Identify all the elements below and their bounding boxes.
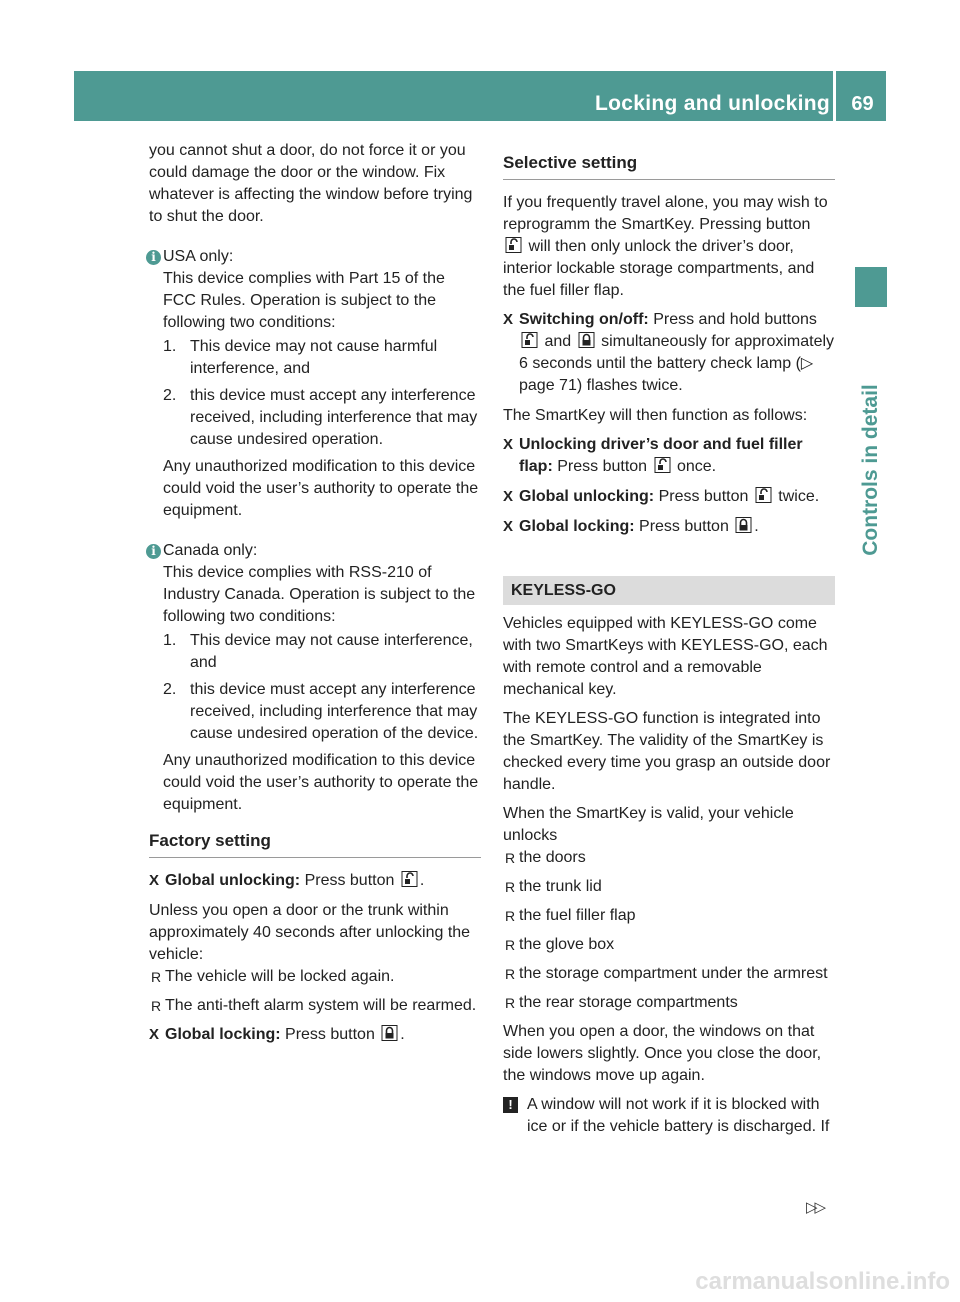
info-icon: i	[146, 250, 161, 265]
item-number: 2.	[163, 681, 177, 698]
step-text: Press button	[639, 518, 729, 535]
factory-bullets	[149, 966, 481, 1017]
page-title: Locking and unlocking	[595, 92, 830, 115]
item-number: 2.	[163, 387, 177, 404]
list-item	[503, 847, 835, 869]
step-text: ) flashes twice.	[576, 377, 683, 394]
step-text: Press and hold buttons	[653, 311, 817, 328]
bullet-text: the rear storage compartments	[519, 994, 738, 1011]
info-icon: i	[146, 544, 161, 559]
factory-step-lock: X Global locking: Press button .	[149, 1024, 481, 1046]
list-item	[149, 966, 481, 988]
unlock-key-icon	[505, 237, 522, 253]
chapter-tab	[855, 267, 887, 307]
selective-text-a: If you frequently travel alone, you may wish to reprogramm the SmartKey. Pressing button	[503, 194, 828, 233]
step-arrow-icon: X	[503, 311, 514, 328]
lock-key-icon	[735, 517, 752, 533]
bullet-text: the trunk lid	[519, 878, 602, 895]
chapter-label: Controls in detail	[859, 384, 882, 556]
unlock-key-icon	[755, 487, 772, 503]
usa-text: This device complies with Part 15 of the FCC Rules. Operation is subject to the following two conditions:	[163, 270, 445, 331]
usa-title: USA only:	[163, 248, 234, 265]
keyless-paragraph-2: The KEYLESS-GO function is integrated into the SmartKey. The validity of the SmartKey is checked every time you grasp an outside door handle.	[503, 710, 831, 793]
step-text: Press button	[658, 488, 749, 505]
step-text: simultaneously for approximately 6 seconds until the battery check lamp (	[519, 333, 835, 372]
selective-text-b: will then only unlock the driver’s door, interior lockable storage compartments, and the fuel filler flap.	[503, 238, 815, 299]
watermark: carmanualsonline.info	[695, 1268, 950, 1295]
warning-text: A window will not work if it is blocked with ice or if the vehicle battery is discharged. If	[527, 1096, 830, 1135]
list-item	[503, 905, 835, 927]
selective-step-switch	[503, 309, 835, 397]
step-arrow-icon: X	[149, 1026, 160, 1043]
continue-marker: ▷▷	[806, 1199, 824, 1216]
warning-note	[503, 1094, 835, 1138]
bullet-icon: R	[505, 995, 516, 1011]
unlock-key-icon	[401, 871, 418, 887]
step-label: Unlocking driver’s door and fuel filler flap:	[519, 436, 803, 475]
list-item	[163, 385, 481, 451]
selective-heading: Selective setting	[503, 152, 835, 180]
step-text: and	[544, 333, 572, 350]
canada-footer: Any unauthorized modification to this device could void the user’s authority to operate the equipment.	[163, 752, 479, 813]
list-item	[503, 876, 835, 898]
step-text: Press button	[285, 1026, 375, 1043]
bullet-text: The anti-theft alarm system will be rearmed.	[165, 997, 477, 1014]
lock-key-icon	[578, 332, 595, 348]
selective-step-driver	[503, 434, 835, 478]
bullet-icon: R	[505, 937, 516, 953]
right-column	[503, 140, 835, 1138]
step-text: twice.	[778, 488, 820, 505]
header-divider	[833, 71, 836, 121]
item-number: 1.	[163, 632, 177, 649]
warning-icon: !	[503, 1097, 518, 1113]
bullet-text: the fuel filler flap	[519, 907, 636, 924]
bullet-icon: R	[505, 966, 516, 982]
item-number: 1.	[163, 338, 177, 355]
bullet-icon: R	[505, 908, 516, 924]
list-item	[163, 679, 481, 745]
bullet-icon: R	[151, 969, 162, 985]
canada-text: This device complies with RSS-210 of Industry Canada. Operation is subject to the following two conditions:	[163, 564, 476, 625]
canada-note	[149, 540, 481, 816]
keyless-section	[503, 576, 835, 1138]
list-item	[503, 992, 835, 1014]
step-text: Press button	[557, 458, 648, 475]
list-item	[503, 934, 835, 956]
usa-footer: Any unauthorized modification to this device could void the user’s authority to operate the equipment.	[163, 458, 479, 519]
step-label: Global locking:	[165, 1026, 281, 1043]
page-number: 69	[851, 93, 874, 115]
step-arrow-icon: X	[503, 436, 514, 453]
step-label: Switching on/off:	[519, 311, 649, 328]
keyless-paragraph-1: Vehicles equipped with KEYLESS-GO come with two SmartKeys with KEYLESS-GO, each with remote control and a removable mechanical key.	[503, 615, 828, 698]
keyless-bullets	[503, 847, 835, 1014]
item-text: This device may not cause harmful interference, and	[190, 338, 438, 377]
keyless-paragraph-3: When the SmartKey is valid, your vehicle unlocks	[503, 805, 794, 844]
bullet-text: the doors	[519, 849, 586, 866]
item-text: this device must accept any interference received, including interference that may cause undesired operation of the device.	[190, 681, 479, 742]
unlock-key-icon	[654, 457, 671, 473]
list-item	[163, 336, 481, 380]
canada-conditions	[163, 630, 481, 745]
list-item	[503, 963, 835, 985]
factory-section	[149, 830, 481, 1046]
step-label: Global unlocking:	[165, 872, 301, 889]
keyless-heading: KEYLESS-GO	[503, 576, 835, 605]
factory-step-unlock: X Global unlocking: Press button .	[149, 870, 481, 892]
lock-key-icon	[381, 1025, 398, 1041]
factory-paragraph: Unless you open a door or the trunk within approximately 40 seconds after unlocking the vehicle:	[149, 902, 471, 963]
page-header	[74, 71, 886, 121]
unlock-key-icon	[521, 332, 538, 348]
intro-paragraph: you cannot shut a door, do not force it or you could damage the door or the window. Fix whatever is affecting the window before trying to shut the door.	[149, 142, 473, 225]
selective-paragraph	[503, 192, 835, 302]
list-item	[163, 630, 481, 674]
selective-step-global-unlock	[503, 486, 835, 508]
item-text: this device must accept any interference received, including interference that may cause undesired operation.	[190, 387, 478, 448]
bullet-icon: R	[151, 998, 162, 1014]
bullet-icon: R	[505, 850, 516, 866]
step-label: Global unlocking:	[519, 488, 655, 505]
step-text: once.	[676, 458, 717, 475]
bullet-text: The vehicle will be locked again.	[165, 968, 395, 985]
step-arrow-icon: X	[149, 872, 160, 889]
bullet-text: the glove box	[519, 936, 615, 953]
usa-conditions	[163, 336, 481, 451]
canada-title: Canada only:	[163, 542, 258, 559]
usa-note	[149, 246, 481, 522]
item-text: This device may not cause interference, and	[190, 632, 473, 671]
left-column	[149, 140, 481, 1054]
step-arrow-icon: X	[503, 488, 514, 505]
bullet-icon: R	[505, 879, 516, 895]
bullet-text: the storage compartment under the armrest	[519, 965, 828, 982]
function-intro: The SmartKey will then function as follows:	[503, 407, 808, 424]
step-arrow-icon: X	[503, 518, 514, 535]
step-label: Global locking:	[519, 518, 635, 535]
selective-step-global-lock: X Global locking: Press button .	[503, 516, 835, 538]
keyless-paragraph-4: When you open a door, the windows on that side lowers slightly. Once you close the door, the windows move up again.	[503, 1023, 822, 1084]
list-item	[149, 995, 481, 1017]
step-text: Press button	[304, 872, 395, 889]
factory-heading: Factory setting	[149, 830, 481, 858]
page-reference-link[interactable]: ▷ page 71	[519, 355, 814, 394]
